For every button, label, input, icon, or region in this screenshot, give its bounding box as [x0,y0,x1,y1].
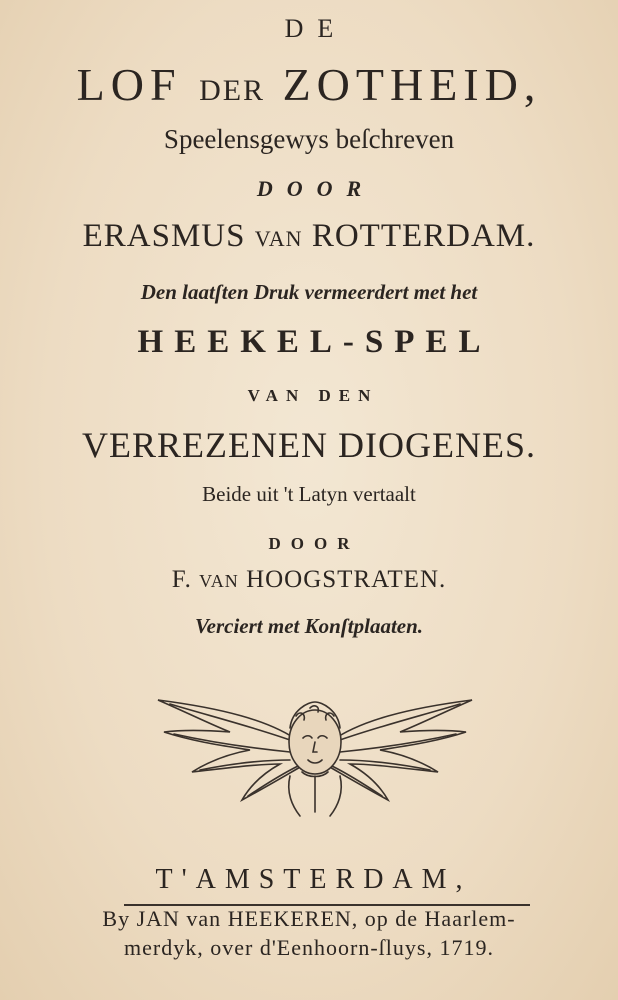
imprint-heekeren: HEEKEREN, [227,906,359,931]
heekel-spel-title: HEEKEL-SPEL [137,324,492,360]
edition-note: Den laatſten Druk vermeerdert met het [140,280,478,304]
book-title [0,58,618,111]
door-label-author: DOOR [256,176,376,201]
imprint-city: T'AMSTERDAM, [155,864,472,895]
imprint-van: van [186,906,222,931]
title-word-der: DER [199,74,266,107]
imprint-line-2: merdyk, over d'Eenhoorn-ſluys, 1719. [124,935,494,960]
subtitle: Speelensgewys beſchreven [163,124,455,154]
translated-note: Beide uit 't Latyn vertaalt [202,482,416,506]
illustrated-note: Verciert met Konſtplaaten. [194,614,424,638]
van-den-label: VAN DEN [247,386,379,405]
imprint-by: By [102,906,131,931]
translator-surname: HOOGSTRATEN. [246,566,447,593]
translator-initial: F. [171,566,192,593]
author-van: VAN [254,226,303,251]
door-label-translator: DOOR [268,534,360,553]
winged-cherub-head-icon [150,680,480,820]
title-word-zotheid: ZOTHEID, [282,59,542,110]
author-rotterdam: ROTTERDAM. [311,218,536,254]
author-erasmus: ERASMUS [82,218,246,254]
title-word-lof: LOF [76,59,182,110]
diogenes-title: VERREZENEN DIOGENES. [82,425,536,465]
imprint-line-1 [0,906,618,932]
author-name [0,218,618,255]
translator-van: VAN [199,571,239,591]
imprint-location: op de Haarlem- [364,906,516,931]
imprint-jan: JAN [136,906,180,931]
article-de: DE [284,14,348,43]
translator-name [0,566,618,594]
